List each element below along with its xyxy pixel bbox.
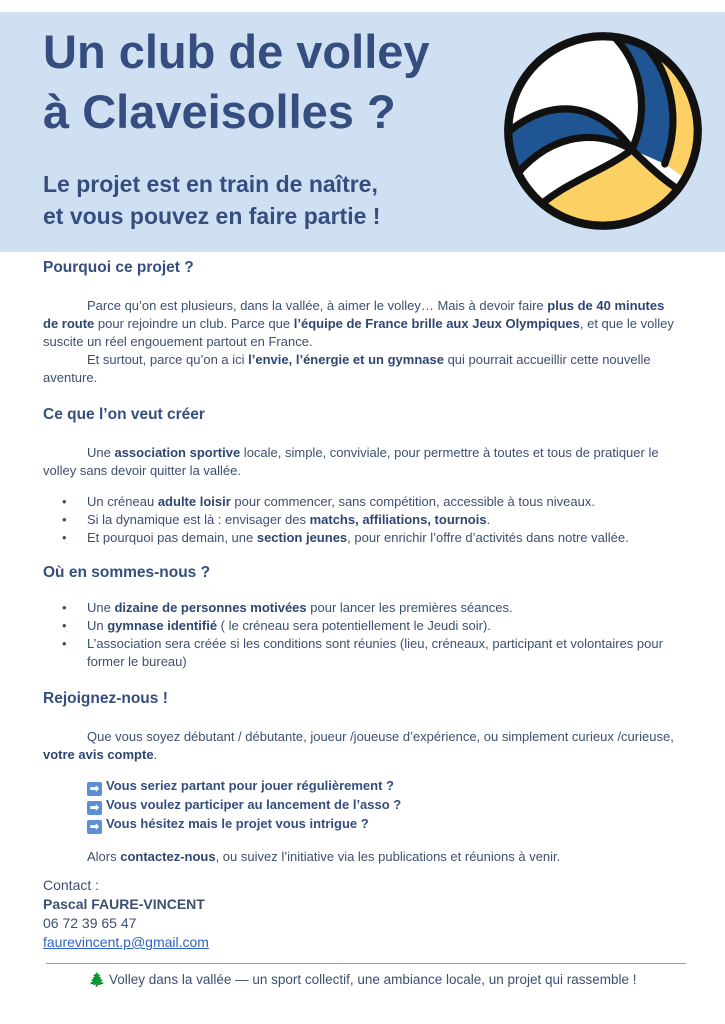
emphasis: l’équipe de France brille aux Jeux Olympiques (293, 316, 580, 331)
subtitle-line-1: Le projet est en train de naître, (43, 171, 378, 197)
cta-item (43, 815, 683, 834)
list-item (43, 599, 683, 617)
heading-pourquoi: Pourquoi ce projet ? (43, 259, 194, 276)
emphasis: plus de 40 minutes de route (43, 298, 665, 331)
text: Alors (87, 849, 121, 864)
text: . (486, 512, 491, 527)
emphasis: contactez-nous (120, 849, 216, 864)
subtitle-line-2: et vous pouvez en faire partie ! (43, 203, 381, 229)
text: , ou suivez l’initiative via les publications et réunions à venir. (215, 849, 561, 864)
emphasis: matchs, affiliations, tournois (309, 512, 487, 527)
cta-list (43, 777, 683, 834)
heading-rejoignez: Rejoignez-nous ! (43, 690, 168, 707)
text: Que vous soyez débutant / débutante, joueur /joueuse d’expérience, ou simplement curieux /curieuse, (87, 729, 674, 744)
text: , et que le volley suscite un réel engouement partout en France. (43, 316, 674, 349)
text: pour rejoindre un club. Parce que (94, 316, 294, 331)
footer-text: Volley dans la vallée — un sport collectif, une ambiance locale, un projet qui rassemble ! (109, 972, 637, 987)
text: qui pourrait accueillir cette nouvelle aventure. (43, 352, 651, 385)
list-item (43, 493, 683, 511)
contact-block (43, 876, 683, 952)
text: Si la dynamique est là : envisager des (87, 512, 310, 527)
ou-list (43, 599, 683, 671)
contact-name: Pascal FAURE-VINCENT (43, 896, 205, 912)
pourquoi-paragraph-2 (43, 351, 683, 387)
contact-invite-paragraph (43, 848, 683, 866)
list-item (43, 511, 683, 529)
text: Un (87, 618, 108, 633)
text: Parce qu’on est plusieurs, dans la vallée, à aimer le volley… Mais à devoir faire (87, 298, 548, 313)
title-line-2: à Claveisolles ? (43, 85, 396, 138)
tree-icon: 🌲 (88, 972, 106, 987)
text: Une (87, 600, 115, 615)
page-title (43, 22, 430, 142)
pourquoi-paragraph-1 (43, 297, 683, 351)
emphasis: votre avis compte (43, 747, 154, 762)
arrow-right-icon: ➡ (87, 801, 102, 815)
footer-divider (46, 963, 686, 964)
list-item (43, 529, 683, 547)
list-item (43, 617, 683, 635)
creer-paragraph (43, 444, 683, 480)
rejoignez-paragraph (43, 728, 683, 764)
main-content (43, 255, 683, 952)
emphasis: section jeunes (256, 530, 348, 545)
emphasis: l’envie, l’énergie et un gymnase (248, 352, 444, 367)
cta-text: Vous seriez partant pour jouer régulièrement ? (106, 778, 394, 793)
cta-item (43, 796, 683, 815)
heading-ou: Où en sommes-nous ? (43, 564, 211, 581)
volleyball-icon (500, 28, 706, 234)
text: , pour enrichir l’offre d’activités dans notre vallée. (347, 530, 629, 545)
text: Et pourquoi pas demain, une (87, 530, 257, 545)
contact-phone: 06 72 39 65 47 (43, 915, 137, 931)
subtitle (43, 168, 380, 232)
title-line-1: Un club de volley (43, 25, 430, 78)
text: locale, simple, conviviale, pour permettre à toutes et tous de pratiquer le volley sans devoir quitter la vallée. (43, 445, 659, 478)
arrow-right-icon: ➡ (87, 782, 102, 796)
text: Un créneau (87, 494, 158, 509)
heading-creer: Ce que l’on veut créer (43, 406, 205, 423)
contact-email-link[interactable]: faurevincent.p@gmail.com (43, 934, 209, 950)
text: pour lancer les premières séances. (306, 600, 513, 615)
text: pour commencer, sans compétition, accessible à tous niveaux. (230, 494, 595, 509)
cta-item (43, 777, 683, 796)
emphasis: association sportive (114, 445, 241, 460)
emphasis: dizaine de personnes motivées (114, 600, 307, 615)
cta-text: Vous voulez participer au lancement de l’asso ? (106, 797, 402, 812)
arrow-right-icon: ➡ (87, 820, 102, 834)
text: ( le créneau sera potentiellement le Jeudi soir). (217, 618, 491, 633)
contact-email-row (43, 933, 683, 952)
text: . (153, 747, 158, 762)
emphasis: adulte loisir (157, 494, 231, 509)
text: Et surtout, parce qu’on a ici (87, 352, 249, 367)
emphasis: gymnase identifié (107, 618, 218, 633)
list-item: • L’association sera créée si les conditions sont réunies (lieu, créneaux, participant et volontaires pour former le bureau) (43, 635, 683, 671)
text: Une (87, 445, 115, 460)
footer (0, 971, 725, 989)
creer-list (43, 493, 683, 547)
contact-label: Contact : (43, 877, 100, 893)
cta-text: Vous hésitez mais le projet vous intrigue ? (106, 816, 369, 831)
